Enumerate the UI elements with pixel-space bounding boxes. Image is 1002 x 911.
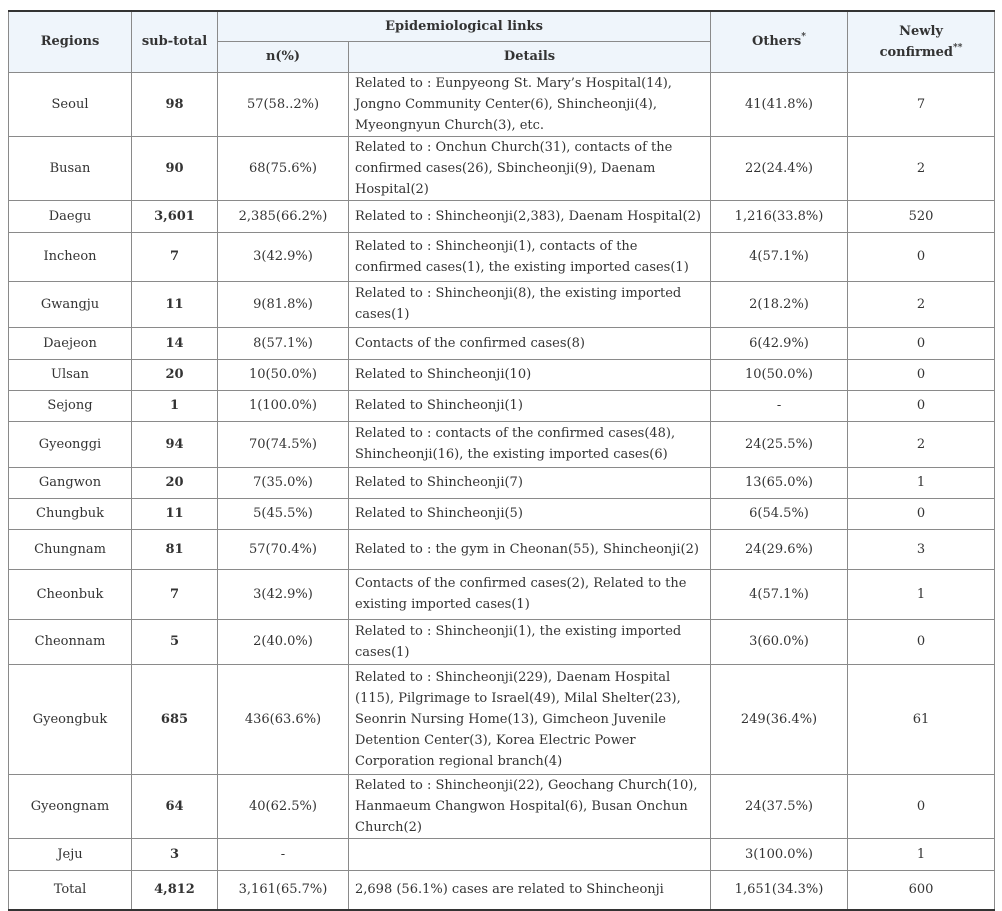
header-details: Details — [349, 41, 711, 72]
region-cell: Ulsan — [9, 359, 132, 390]
table-container — [8, 10, 995, 911]
header-n-percent: n(%) — [218, 41, 349, 72]
table-row — [9, 232, 995, 281]
others-cell: 10(50.0%) — [711, 359, 848, 390]
regional-cases-table — [8, 10, 995, 911]
details-cell: Contacts of the confirmed cases(2), Related to the existing imported cases(1) — [349, 569, 711, 619]
n-percent-cell: 3(42.9%) — [218, 232, 349, 281]
header-newly-line1: Newly — [899, 23, 943, 39]
newly-confirmed-cell: 3 — [848, 529, 995, 569]
others-cell: 41(41.8%) — [711, 72, 848, 136]
total-label: Total — [9, 870, 132, 910]
table-row — [9, 529, 995, 569]
header-subtotal: sub-total — [132, 11, 218, 72]
subtotal-cell: 94 — [132, 421, 218, 467]
newly-confirmed-cell: 1 — [848, 569, 995, 619]
subtotal-cell: 14 — [132, 327, 218, 359]
details-cell: Related to Shincheonji(5) — [349, 498, 711, 529]
n-percent-cell: 40(62.5%) — [218, 774, 349, 838]
n-percent-cell: 7(35.0%) — [218, 467, 349, 498]
others-cell: 249(36.4%) — [711, 664, 848, 774]
header-others — [711, 11, 848, 72]
region-cell: Gyeongbuk — [9, 664, 132, 774]
others-cell: 24(29.6%) — [711, 529, 848, 569]
newly-confirmed-cell: 1 — [848, 838, 995, 870]
table-row — [9, 664, 995, 774]
newly-confirmed-cell: 520 — [848, 200, 995, 232]
header-newly-line2: confirmed — [879, 44, 954, 60]
others-cell: 24(37.5%) — [711, 774, 848, 838]
newly-confirmed-cell: 1 — [848, 467, 995, 498]
n-percent-cell: 5(45.5%) — [218, 498, 349, 529]
n-percent-cell: 3(42.9%) — [218, 569, 349, 619]
subtotal-cell: 7 — [132, 569, 218, 619]
header-newly-confirmed — [848, 11, 995, 72]
region-cell: Incheon — [9, 232, 132, 281]
details-cell: Related to : Shincheonji(2,383), Daenam Hospital(2) — [349, 200, 711, 232]
others-cell: 6(42.9%) — [711, 327, 848, 359]
region-cell: Daejeon — [9, 327, 132, 359]
region-cell: Gangwon — [9, 467, 132, 498]
n-percent-cell: 2,385(66.2%) — [218, 200, 349, 232]
table-row — [9, 619, 995, 664]
total-row — [9, 870, 995, 910]
newly-confirmed-cell: 2 — [848, 281, 995, 327]
newly-confirmed-cell: 0 — [848, 498, 995, 529]
others-cell: 4(57.1%) — [711, 569, 848, 619]
subtotal-cell: 20 — [132, 359, 218, 390]
region-cell: Daegu — [9, 200, 132, 232]
n-percent-cell: 70(74.5%) — [218, 421, 349, 467]
subtotal-cell: 11 — [132, 498, 218, 529]
table-row — [9, 200, 995, 232]
newly-confirmed-cell: 0 — [848, 774, 995, 838]
others-cell: 4(57.1%) — [711, 232, 848, 281]
n-percent-cell: 68(75.6%) — [218, 136, 349, 200]
details-cell: Related to Shincheonji(1) — [349, 390, 711, 421]
table-row — [9, 136, 995, 200]
details-cell: Related to : Shincheonji(8), the existing imported cases(1) — [349, 281, 711, 327]
header-regions: Regions — [9, 11, 132, 72]
newly-confirmed-cell: 0 — [848, 327, 995, 359]
details-cell: Contacts of the confirmed cases(8) — [349, 327, 711, 359]
details-cell: Related to : Shincheonji(229), Daenam Hospital (115), Pilgrimage to Israel(49), Milal Shelter(23), Seonrin Nursing Home(13), Gimcheon Juvenile Detention Center(3), Korea Electric Power Corporation regional branch(4) — [349, 664, 711, 774]
table-row — [9, 838, 995, 870]
region-cell: Gwangju — [9, 281, 132, 327]
subtotal-cell: 64 — [132, 774, 218, 838]
others-cell: 2(18.2%) — [711, 281, 848, 327]
total-others: 1,651(34.3%) — [711, 870, 848, 910]
subtotal-cell: 685 — [132, 664, 218, 774]
newly-confirmed-cell: 2 — [848, 421, 995, 467]
subtotal-cell: 20 — [132, 467, 218, 498]
total-n-percent: 3,161(65.7%) — [218, 870, 349, 910]
n-percent-cell: 10(50.0%) — [218, 359, 349, 390]
newly-confirmed-cell: 0 — [848, 232, 995, 281]
region-cell: Chungbuk — [9, 498, 132, 529]
others-cell: - — [711, 390, 848, 421]
region-cell: Gyeonggi — [9, 421, 132, 467]
others-cell: 22(24.4%) — [711, 136, 848, 200]
details-cell: Related to : Shincheonji(1), contacts of the confirmed cases(1), the existing imported cases(1) — [349, 232, 711, 281]
details-cell: Related to Shincheonji(7) — [349, 467, 711, 498]
subtotal-cell: 98 — [132, 72, 218, 136]
region-cell: Cheonbuk — [9, 569, 132, 619]
table-row — [9, 498, 995, 529]
subtotal-cell: 3 — [132, 838, 218, 870]
n-percent-cell: 57(58..2%) — [218, 72, 349, 136]
table-row — [9, 281, 995, 327]
n-percent-cell: 8(57.1%) — [218, 327, 349, 359]
header-others-label: Others — [752, 34, 802, 50]
region-cell: Seoul — [9, 72, 132, 136]
newly-confirmed-cell: 61 — [848, 664, 995, 774]
newly-confirmed-cell: 0 — [848, 359, 995, 390]
details-cell: Related to : the gym in Cheonan(55), Shincheonji(2) — [349, 529, 711, 569]
region-cell: Cheonnam — [9, 619, 132, 664]
others-cell: 1,216(33.8%) — [711, 200, 848, 232]
total-newly-confirmed: 600 — [848, 870, 995, 910]
n-percent-cell: 57(70.4%) — [218, 529, 349, 569]
table-row — [9, 421, 995, 467]
others-cell: 3(100.0%) — [711, 838, 848, 870]
details-cell: Related to : Shincheonji(22), Geochang Church(10), Hanmaeum Changwon Hospital(6), Busan Onchun Church(2) — [349, 774, 711, 838]
n-percent-cell: 1(100.0%) — [218, 390, 349, 421]
table-row — [9, 327, 995, 359]
n-percent-cell: 436(63.6%) — [218, 664, 349, 774]
subtotal-cell: 90 — [132, 136, 218, 200]
subtotal-cell: 11 — [132, 281, 218, 327]
newly-confirmed-cell: 0 — [848, 619, 995, 664]
others-cell: 3(60.0%) — [711, 619, 848, 664]
total-subtotal: 4,812 — [132, 870, 218, 910]
table-row — [9, 467, 995, 498]
region-cell: Jeju — [9, 838, 132, 870]
others-cell: 6(54.5%) — [711, 498, 848, 529]
region-cell: Gyeongnam — [9, 774, 132, 838]
region-cell: Sejong — [9, 390, 132, 421]
others-cell: 24(25.5%) — [711, 421, 848, 467]
header-others-footnote-mark: * — [801, 32, 806, 43]
newly-confirmed-cell: 0 — [848, 390, 995, 421]
details-cell — [349, 838, 711, 870]
subtotal-cell: 7 — [132, 232, 218, 281]
newly-confirmed-cell: 7 — [848, 72, 995, 136]
table-row — [9, 569, 995, 619]
newly-confirmed-cell: 2 — [848, 136, 995, 200]
header-newly-footnote-mark: ** — [953, 42, 963, 53]
table-row — [9, 359, 995, 390]
details-cell: Related to : Shincheonji(1), the existing imported cases(1) — [349, 619, 711, 664]
others-cell: 13(65.0%) — [711, 467, 848, 498]
details-cell: Related to : Onchun Church(31), contacts of the confirmed cases(26), Sbincheonji(9), Daenam Hospital(2) — [349, 136, 711, 200]
table-row — [9, 390, 995, 421]
subtotal-cell: 81 — [132, 529, 218, 569]
total-details: 2,698 (56.1%) cases are related to Shincheonji — [349, 870, 711, 910]
table-row — [9, 774, 995, 838]
n-percent-cell: - — [218, 838, 349, 870]
n-percent-cell: 2(40.0%) — [218, 619, 349, 664]
n-percent-cell: 9(81.8%) — [218, 281, 349, 327]
details-cell: Related to Shincheonji(10) — [349, 359, 711, 390]
region-cell: Busan — [9, 136, 132, 200]
subtotal-cell: 3,601 — [132, 200, 218, 232]
header-epidemiological-links: Epidemiological links — [218, 11, 711, 41]
details-cell: Related to : Eunpyeong St. Mary’s Hospital(14), Jongno Community Center(6), Shincheonji(4), Myeongnyun Church(3), etc. — [349, 72, 711, 136]
details-cell: Related to : contacts of the confirmed cases(48), Shincheonji(16), the existing imported cases(6) — [349, 421, 711, 467]
table-row — [9, 72, 995, 136]
region-cell: Chungnam — [9, 529, 132, 569]
subtotal-cell: 1 — [132, 390, 218, 421]
subtotal-cell: 5 — [132, 619, 218, 664]
